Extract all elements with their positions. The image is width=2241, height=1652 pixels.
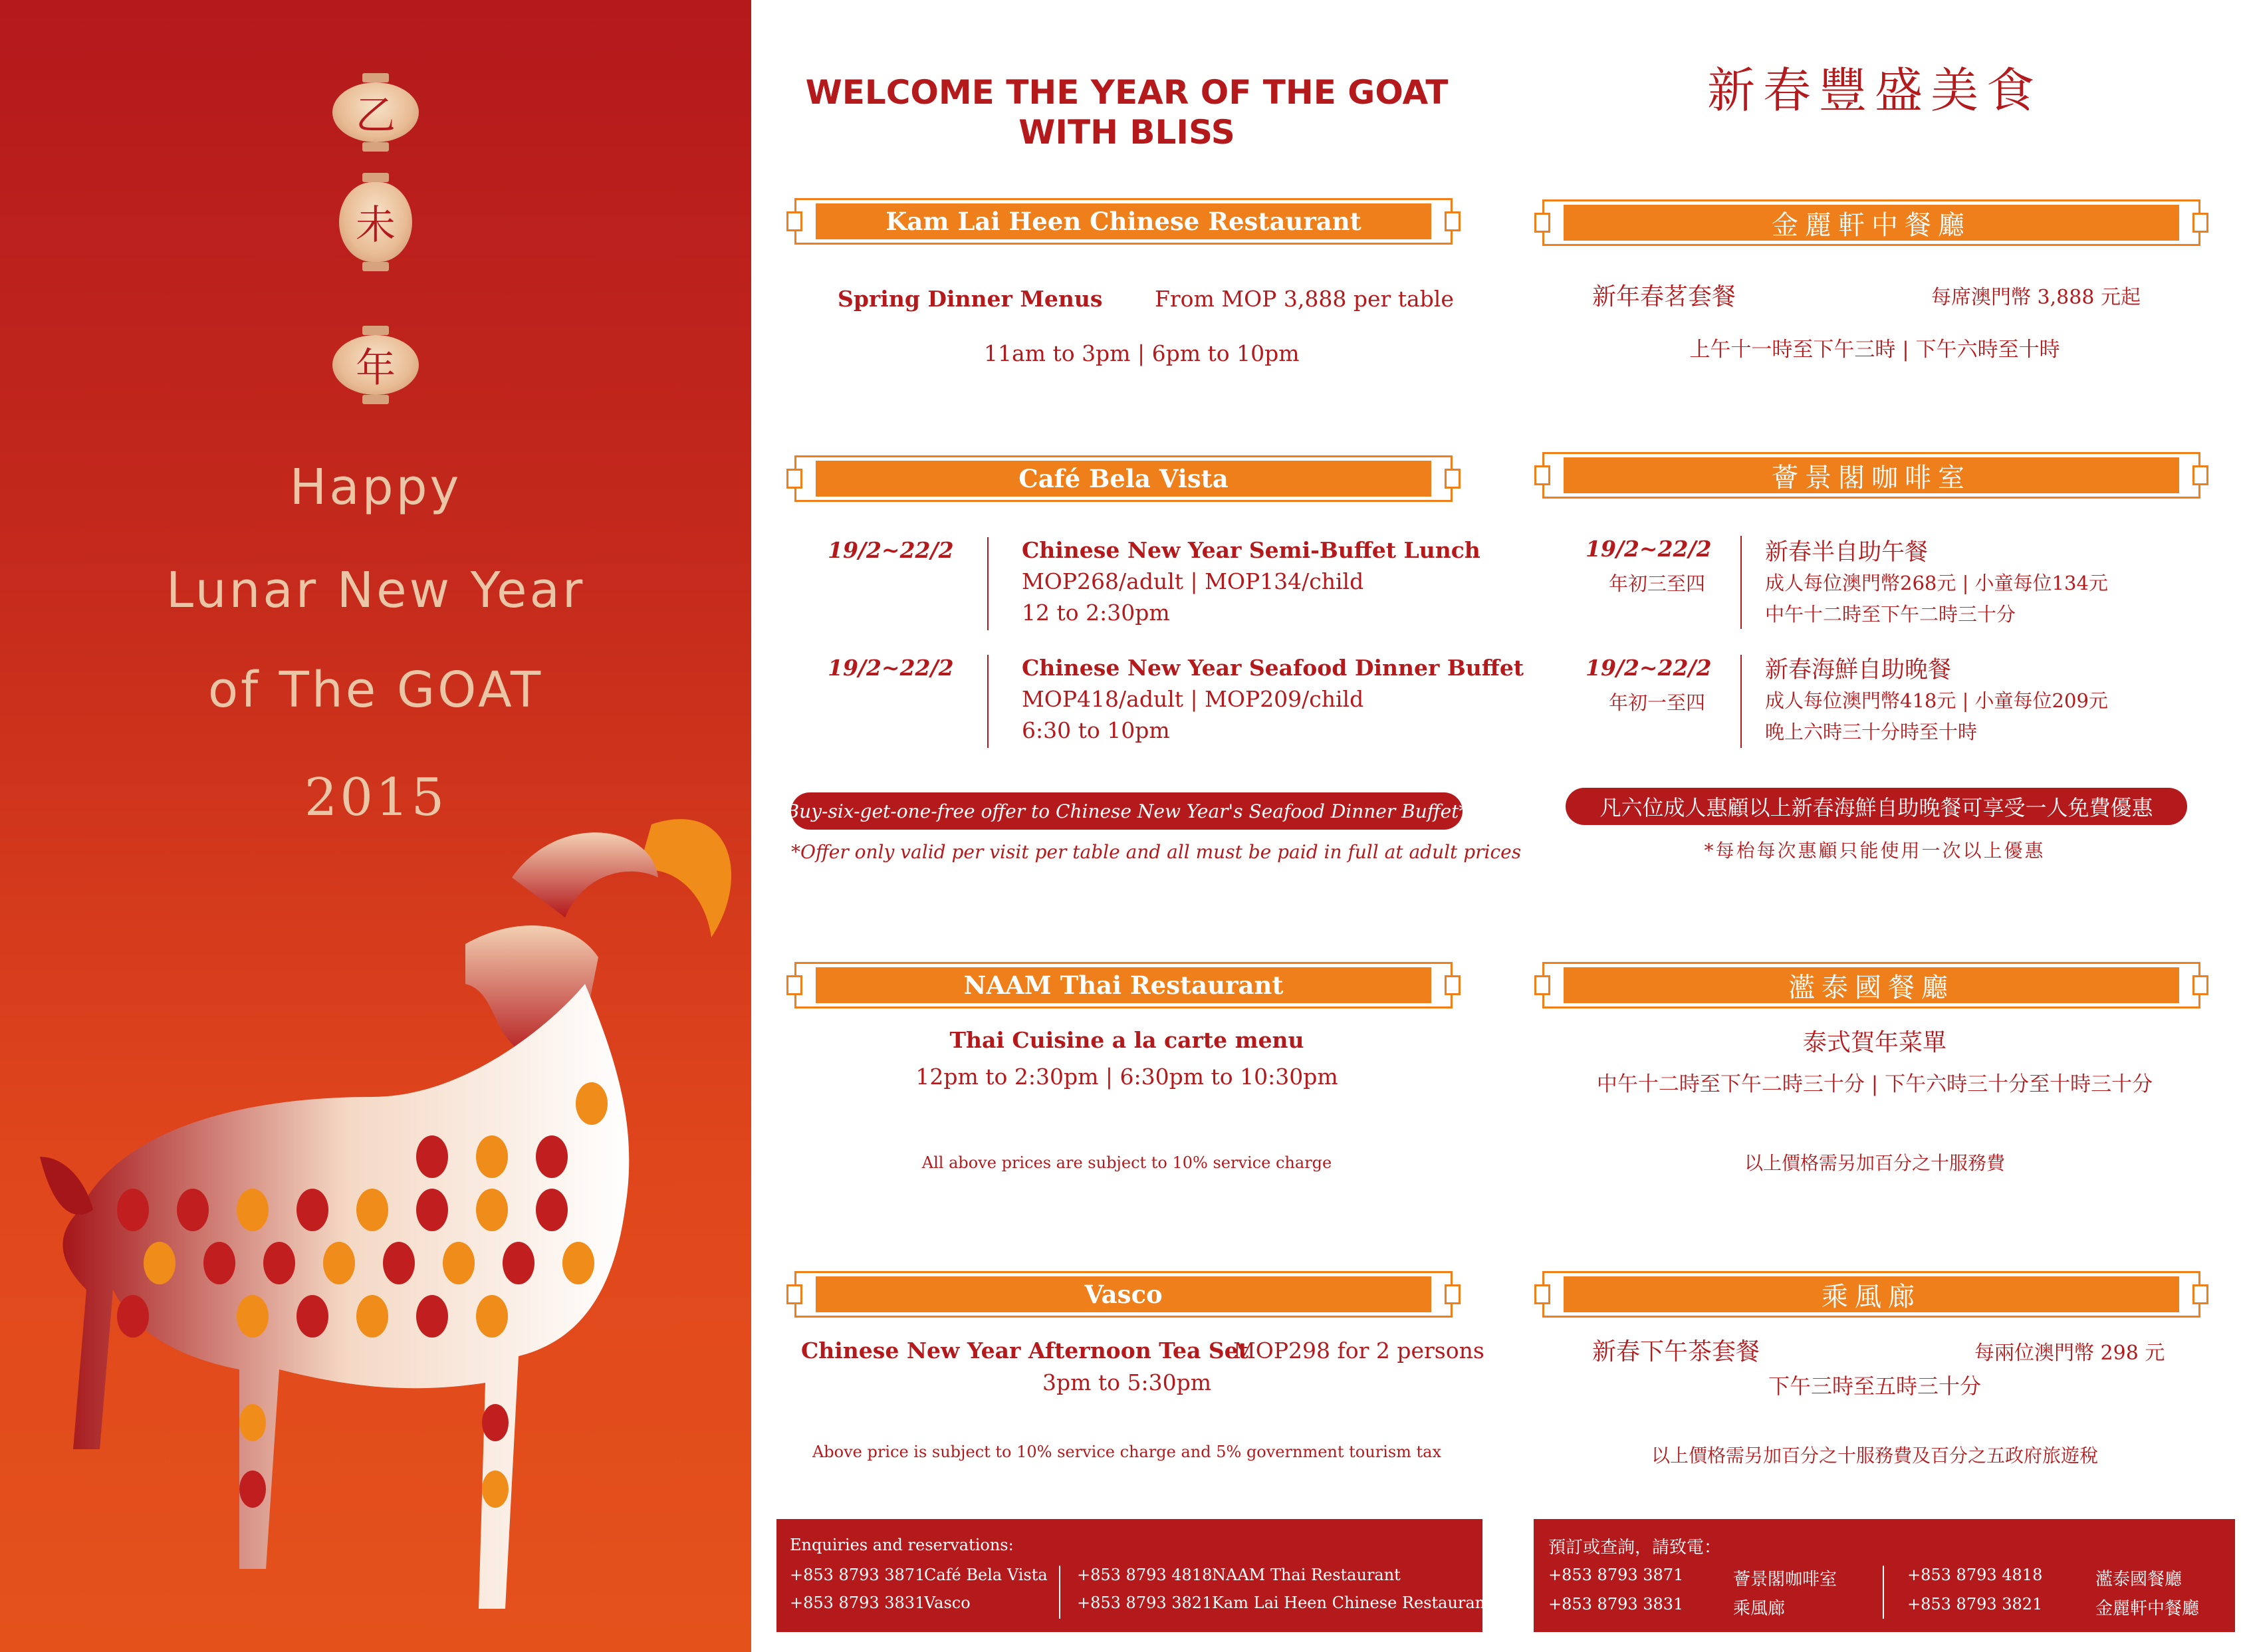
en-footer-phone[interactable]: +853 8793 3831 [790, 1593, 925, 1612]
cafe-offer-pill: Buy-six-get-one-free offer to Chinese New Year's Seafood Dinner Buffet* [791, 792, 1463, 830]
cafe-lunch-title: Chinese New Year Semi-Buffet Lunch [1022, 537, 1480, 563]
lunar-text: Lunar New Year [166, 562, 586, 619]
zh-cafe-dinner-date: 19/2~22/2 [1586, 655, 1712, 681]
naam-menu: Thai Cuisine a la carte menu [949, 1027, 1304, 1053]
happy-text: Happy [289, 459, 462, 516]
zh-cafe-lunch-date: 19/2~22/2 [1586, 536, 1712, 562]
divider [1740, 655, 1742, 748]
zh-cafe-banner: 薈景閣咖啡室 [1542, 452, 2200, 499]
vasco-banner: Vasco [794, 1271, 1453, 1318]
year-text: 2015 [304, 768, 447, 828]
cafe-lunch-date: 19/2~22/2 [828, 537, 954, 563]
zh-naam-hours: 中午十二時至下午二時三十分 | 下午六時三十分至十時三十分 [1596, 1072, 2153, 1096]
cafe-banner: Café Bela Vista [794, 455, 1453, 502]
cafe-dinner-hours: 6:30 to 10pm [1022, 717, 1170, 743]
en-title-line2: WITH BLISS [1018, 113, 1235, 152]
naam-banner: NAAM Thai Restaurant [794, 962, 1453, 1008]
zh-cafe-dinner-hours: 晚上六時三十分時至十時 [1765, 721, 1978, 743]
en-footer [776, 1519, 1492, 1632]
zh-footer-phone[interactable]: +853 8793 3871 [1548, 1566, 1684, 1584]
zh-footer-name: 乘風廊 [1733, 1599, 1786, 1619]
zh-vasco-banner: 乘風廊 [1542, 1271, 2200, 1318]
zh-vasco-note: 以上價格需另加百分之十服務費及百分之五政府旅遊稅 [1651, 1445, 2098, 1467]
zh-cafe-dinner-title: 新春海鮮自助晚餐 [1765, 657, 1952, 683]
zh-cafe-lunch-price: 成人每位澳門幣268元 | 小童每位134元 [1765, 572, 2108, 594]
cafe-dinner-title: Chinese New Year Seafood Dinner Buffet [1022, 655, 1524, 681]
zh-naam-menu: 泰式賀年菜單 [1802, 1029, 1946, 1056]
zh-cafe-offer-pill: 凡六位成人惠顧以上新春海鮮自助晚餐可享受一人免費優惠 [1566, 788, 2187, 825]
zh-footer-phone[interactable]: +853 8793 3821 [1907, 1595, 2043, 1613]
zh-kam-menu: 新年春茗套餐 [1592, 283, 1736, 310]
en-footer-name: NAAM Thai Restaurant [1212, 1566, 1401, 1584]
zh-kam-banner: 金麗軒中餐廳 [1542, 199, 2200, 246]
naam-note: All above prices are subject to 10% service charge [921, 1153, 1332, 1172]
kam-menu: Spring Dinner Menus [838, 286, 1103, 312]
zh-vasco-menu: 新春下午茶套餐 [1592, 1338, 1760, 1365]
en-footer-phone[interactable]: +853 8793 3821 [1077, 1593, 1213, 1612]
zh-vasco-price: 每兩位澳門幣 298 元 [1974, 1342, 2165, 1365]
en-footer-heading: Enquiries and reservations: [790, 1536, 1014, 1554]
kam-price: From MOP 3,888 per table [1155, 286, 1454, 312]
cafe-lunch-price: MOP268/adult | MOP134/child [1022, 568, 1364, 594]
zh-cafe-lunch-title: 新春半自助午餐 [1765, 539, 1929, 566]
en-footer-phone[interactable]: +853 8793 4818 [1077, 1566, 1213, 1584]
zh-cafe-dinner-sub: 年初一至四 [1609, 691, 1706, 714]
kam-hours: 11am to 3pm | 6pm to 10pm [984, 340, 1300, 366]
zh-footer-phone[interactable]: +853 8793 4818 [1907, 1566, 2043, 1584]
zh-cafe-lunch-sub: 年初三至四 [1609, 572, 1706, 595]
cafe-dinner-date: 19/2~22/2 [828, 655, 954, 681]
zh-cafe-offer-note: *每枱每次惠顧只能使用一次以上優惠 [1704, 840, 2046, 862]
cafe-dinner-price: MOP418/adult | MOP209/child [1022, 686, 1364, 712]
zh-vasco-hours: 下午三時至五時三十分 [1768, 1373, 1981, 1399]
divider [987, 537, 989, 630]
en-footer-phone[interactable]: +853 8793 3871 [790, 1566, 925, 1584]
zh-footer [1534, 1519, 2235, 1632]
zh-cafe-dinner-price: 成人每位澳門幣418元 | 小童每位209元 [1765, 689, 2108, 712]
zh-footer-name: 薈景閣咖啡室 [1733, 1570, 1837, 1590]
vasco-menu: Chinese New Year Afternoon Tea Set [801, 1338, 1248, 1363]
cafe-offer-note: *Offer only valid per visit per table and all must be paid in full at adult prices [791, 841, 1522, 863]
divider [987, 655, 989, 748]
zh-kam-hours: 上午十一時至下午三時 | 下午六時至十時 [1689, 338, 2060, 362]
zh-footer-phone[interactable]: +853 8793 3831 [1548, 1595, 1684, 1613]
footer-divider [1883, 1566, 1884, 1619]
zh-footer-heading: 預訂或查詢，請致電： [1548, 1538, 1722, 1558]
en-footer-name: Café Bela Vista [924, 1566, 1048, 1584]
cafe-lunch-hours: 12 to 2:30pm [1022, 600, 1170, 626]
naam-hours: 12pm to 2:30pm | 6:30pm to 10:30pm [915, 1064, 1338, 1090]
divider [1740, 536, 1742, 629]
zh-footer-name: 金麗軒中餐廳 [2095, 1599, 2200, 1619]
kam-banner: Kam Lai Heen Chinese Restaurant [794, 198, 1453, 245]
en-footer-name: Kam Lai Heen Chinese Restaurant [1212, 1593, 1492, 1612]
zh-kam-price: 每席澳門幣 3,888 元起 [1931, 286, 2141, 309]
lantern-2: 未 [332, 173, 419, 271]
footer-divider [1059, 1566, 1060, 1619]
zh-cafe-lunch-hours: 中午十二時至下午二時三十分 [1765, 603, 2016, 626]
goat-illustration [0, 784, 751, 1652]
vasco-price: MOP298 for 2 persons [1233, 1338, 1484, 1363]
vasco-hours: 3pm to 5:30pm [1042, 1369, 1212, 1395]
zh-title: 新春豐盛美食 [1707, 62, 2042, 118]
vasco-note: Above price is subject to 10% service charge and 5% government tourism tax [812, 1443, 1442, 1461]
lantern-3: 年 [332, 326, 419, 404]
en-footer-name: Vasco [924, 1593, 971, 1612]
lantern-1: 乙 [332, 73, 419, 152]
zh-naam-note: 以上價格需另加百分之十服務費 [1744, 1152, 2005, 1174]
en-title-line1: WELCOME THE YEAR OF THE GOAT [805, 73, 1449, 112]
zh-footer-name: 灆泰國餐廳 [2095, 1570, 2182, 1590]
left-panel [0, 0, 751, 1652]
goat-text: of The GOAT [207, 661, 544, 719]
zh-naam-banner: 灆泰國餐廳 [1542, 962, 2200, 1008]
